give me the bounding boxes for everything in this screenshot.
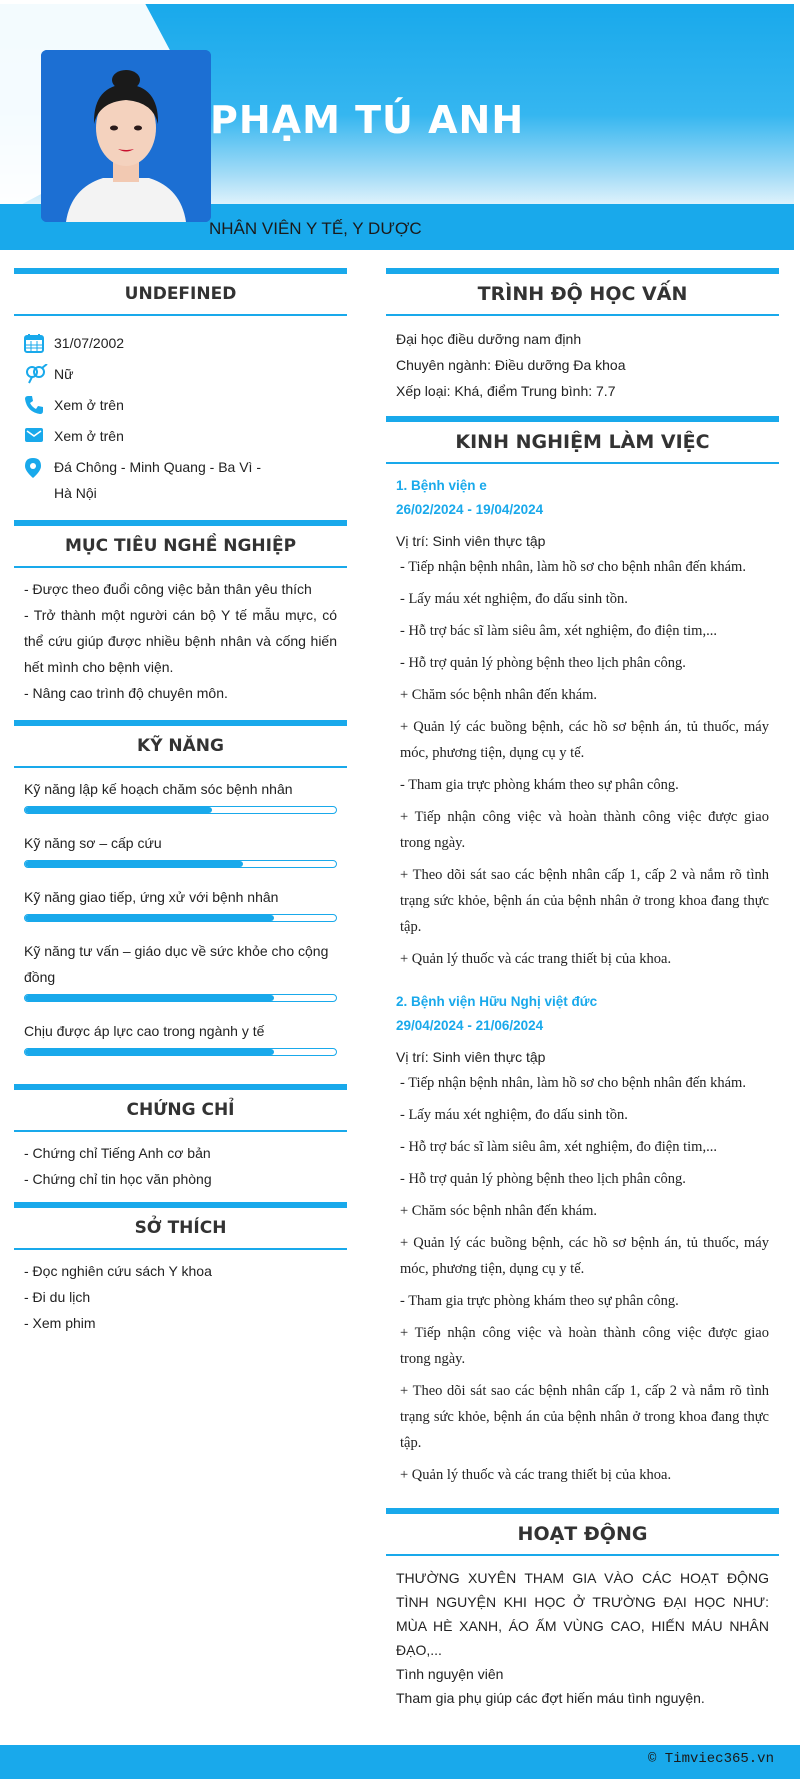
objective-content [14, 568, 347, 716]
job-duty: + Chăm sóc bệnh nhân đến khám. [400, 1203, 598, 1219]
job-duty: + Chăm sóc bệnh nhân đến khám. [400, 687, 598, 703]
portrait-image [41, 50, 211, 222]
activity-line: Tham gia phụ giúp các đợt hiến máu tình nguyện. [396, 1690, 705, 1706]
info-text: Nữ [54, 366, 74, 382]
job-duty: + Quản lý các buồng bệnh, các hồ sơ bệnh án, tủ thuốc, máy móc, phương tiện, dụng cụ y tế. [400, 1235, 769, 1277]
footer-copyright: © Timviec365.vn [647, 1751, 774, 1767]
job-duty: + Theo dõi sát sao các bệnh nhân cấp 1, cấp 2 và nắm rõ tình trạng sức khỏe, bệnh án của bệnh nhân ở trong khoa đang thực tập. [400, 867, 769, 935]
experience-list [386, 464, 779, 1488]
info-gender [24, 361, 337, 392]
section-title-education: TRÌNH ĐỘ HỌC VẤN [386, 268, 779, 316]
skill-bar-fill [25, 995, 274, 1001]
job-duty: + Quản lý các buồng bệnh, các hồ sơ bệnh án, tủ thuốc, máy móc, phương tiện, dụng cụ y tế. [400, 719, 769, 761]
section-title-certificates: CHỨNG CHỈ [14, 1084, 347, 1132]
skill-bar [24, 1048, 337, 1056]
skill-bar-fill [25, 807, 212, 813]
hobbies-content [14, 1250, 347, 1346]
skill-item [24, 1018, 337, 1056]
job-duties [396, 1070, 769, 1488]
skill-item [24, 938, 337, 1002]
profile-photo [41, 50, 211, 222]
right-column [386, 268, 779, 1710]
skill-label: Kỹ năng lập kế hoạch chăm sóc bệnh nhân [24, 781, 293, 797]
info-text: Xem ở trên [54, 428, 124, 444]
job-duty: - Lấy máu xét nghiệm, đo dấu sinh tồn. [400, 591, 628, 607]
education-line: Đại học điều dưỡng nam định [396, 331, 582, 347]
section-title-personal: UNDEFINED [14, 268, 347, 316]
candidate-name: PHẠM TÚ ANH [210, 98, 525, 142]
job-duty: + Quản lý thuốc và các trang thiết bị của khoa. [400, 951, 672, 967]
education-content [386, 316, 779, 416]
footer-bar [0, 1745, 800, 1779]
gender-icon [24, 361, 54, 384]
objective-line: - Được theo đuổi công việc bản thân yêu thích [24, 581, 312, 597]
job-duty: + Tiếp nhận công việc và hoàn thành công việc được giao trong ngày. [400, 809, 769, 851]
skill-label: Kỹ năng tư vấn – giáo dục về sức khỏe cho cộng đồng [24, 943, 329, 985]
job-position: Vị trí: Sinh viên thực tập [396, 1049, 546, 1065]
job-period: 26/02/2024 - 19/04/2024 [396, 502, 544, 517]
info-birthdate [24, 330, 337, 361]
info-address [24, 454, 337, 506]
skill-bar-fill [25, 861, 243, 867]
section-title-objective: MỤC TIÊU NGHỀ NGHIỆP [14, 520, 347, 568]
skill-item [24, 830, 337, 868]
activity-line: Tình nguyện viên [396, 1666, 504, 1682]
hobby-line: - Đọc nghiên cứu sách Y khoa [24, 1263, 212, 1279]
phone-icon [24, 392, 54, 415]
job-duty: - Hỗ trợ bác sĩ làm siêu âm, xét nghiệm, đo điện tim,... [400, 1139, 717, 1155]
activities-content [386, 1556, 779, 1710]
job-duty: + Quản lý thuốc và các trang thiết bị của khoa. [400, 1467, 672, 1483]
left-column [14, 268, 347, 1346]
job-duties [396, 554, 769, 972]
skill-bar [24, 806, 337, 814]
skill-bar-fill [25, 915, 274, 921]
skill-label: Chịu được áp lực cao trong ngành y tế [24, 1023, 265, 1039]
job-duty: - Hỗ trợ quản lý phòng bệnh theo lịch phân công. [400, 1171, 686, 1187]
candidate-role: NHÂN VIÊN Y TẾ, Y DƯỢC [209, 219, 422, 238]
personal-info [14, 316, 347, 506]
calendar-icon [24, 330, 54, 353]
skill-bar [24, 914, 337, 922]
skill-item [24, 776, 337, 814]
objective-line: - Trở thành một người cán bộ Y tế mẫu mực, có thể cứu giúp được nhiều bệnh nhân và cống hiến hết mình cho bệnh viện. [24, 607, 337, 675]
job-duty: - Hỗ trợ bác sĩ làm siêu âm, xét nghiệm, đo điện tim,... [400, 623, 717, 639]
skill-bar [24, 994, 337, 1002]
info-phone [24, 392, 337, 423]
job-duty: + Tiếp nhận công việc và hoàn thành công việc được giao trong ngày. [400, 1325, 769, 1367]
hobby-line: - Đi du lịch [24, 1289, 91, 1305]
skill-bar-fill [25, 1049, 274, 1055]
skill-label: Kỹ năng sơ – cấp cứu [24, 835, 162, 851]
job-duty: + Theo dõi sát sao các bệnh nhân cấp 1, cấp 2 và nắm rõ tình trạng sức khỏe, bệnh án của bệnh nhân ở trong khoa đang thực tập. [400, 1383, 769, 1451]
job-item [396, 990, 769, 1488]
skill-label: Kỹ năng giao tiếp, ứng xử với bệnh nhân [24, 889, 279, 905]
hobby-line: - Xem phim [24, 1315, 96, 1331]
info-email [24, 423, 337, 454]
skills-list [14, 768, 347, 1084]
section-title-experience: KINH NGHIỆM LÀM VIỆC [386, 416, 779, 464]
job-duty: - Hỗ trợ quản lý phòng bệnh theo lịch phân công. [400, 655, 686, 671]
info-text: Đá Chông - Minh Quang - Ba Vì - Hà Nội [54, 459, 261, 501]
education-line: Xếp loại: Khá, điểm Trung bình: 7.7 [396, 383, 616, 399]
certificate-line: - Chứng chỉ tin học văn phòng [24, 1171, 212, 1187]
job-period: 29/04/2024 - 21/06/2024 [396, 1018, 544, 1033]
section-title-hobbies: SỞ THÍCH [14, 1202, 347, 1250]
section-title-skills: KỸ NĂNG [14, 720, 347, 768]
job-company: 1. Bệnh viện e [396, 478, 487, 493]
job-duty: - Tham gia trực phòng khám theo sự phân công. [400, 1293, 679, 1309]
job-duty: - Tiếp nhận bệnh nhân, làm hồ sơ cho bệnh nhân đến khám. [400, 1075, 746, 1091]
activity-line: THƯỜNG XUYÊN THAM GIA VÀO CÁC HOẠT ĐỘNG TÌNH NGUYỆN KHI HỌC Ở TRƯỜNG ĐẠI HỌC NHƯ: MÙA HÈ XANH, ÁO ẤM VÙNG CAO, HIẾN MÁU NHÂN ĐẠO,... [396, 1570, 769, 1658]
objective-line: - Nâng cao trình độ chuyên môn. [24, 685, 228, 701]
job-duty: - Tiếp nhận bệnh nhân, làm hồ sơ cho bệnh nhân đến khám. [400, 559, 746, 575]
skill-item [24, 884, 337, 922]
info-text: 31/07/2002 [54, 335, 125, 351]
certificate-line: - Chứng chỉ Tiếng Anh cơ bản [24, 1145, 211, 1161]
job-item [396, 474, 769, 972]
certificates-content [14, 1132, 347, 1202]
section-title-activities: HOẠT ĐỘNG [386, 1508, 779, 1556]
job-duty: - Lấy máu xét nghiệm, đo dấu sinh tồn. [400, 1107, 628, 1123]
info-text: Xem ở trên [54, 397, 124, 413]
education-line: Chuyên ngành: Điều dưỡng Đa khoa [396, 357, 626, 373]
location-icon [24, 454, 54, 479]
job-duty: - Tham gia trực phòng khám theo sự phân công. [400, 777, 679, 793]
job-position: Vị trí: Sinh viên thực tập [396, 533, 546, 549]
email-icon [24, 423, 54, 444]
job-company: 2. Bệnh viện Hữu Nghị việt đức [396, 994, 598, 1009]
skill-bar [24, 860, 337, 868]
